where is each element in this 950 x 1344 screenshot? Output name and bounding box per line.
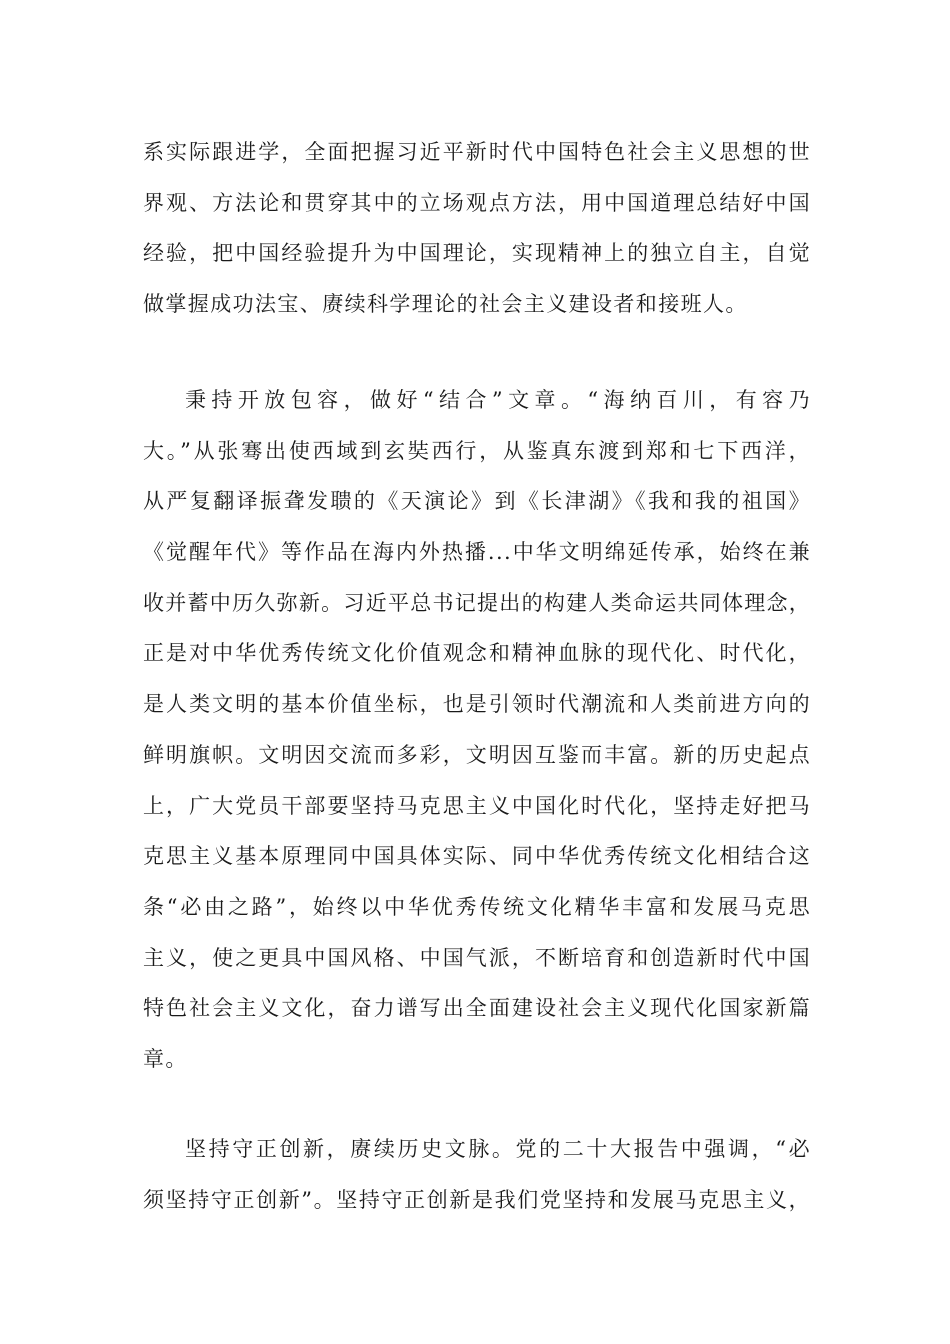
paragraph-2 — [143, 375, 811, 1085]
text-line: 界观、方法论和贯穿其中的立场观点方法，用中国道理总结好中国 — [143, 190, 811, 215]
text-line: 做掌握成功法宝、赓续科学理论的社会主义建设者和接班人。 — [143, 292, 748, 317]
text-line: 大。”从张骞出使西域到玄奘西行，从鉴真东渡到郑和七下西洋， — [143, 438, 811, 463]
text-line: 系实际跟进学，全面把握习近平新时代中国特色社会主义思想的世 — [143, 140, 811, 164]
paragraph-3 — [143, 1124, 811, 1225]
text-line: 鲜明旗帜。文明因交流而多彩，文明因互鉴而丰富。新的历史起点 — [143, 742, 811, 767]
text-line: 《觉醒年代》等作品在海内外热播...中华文明绵延传承，始终在兼 — [143, 540, 811, 565]
text-line: 须坚持守正创新”。坚持守正创新是我们党坚持和发展马克思主义， — [143, 1187, 811, 1212]
text-line: 章。 — [143, 1046, 188, 1071]
text-line: 正是对中华优秀传统文化价值观念和精神血脉的现代化、时代化， — [143, 641, 811, 666]
text-line: 是人类文明的基本价值坐标，也是引领时代潮流和人类前进方向的 — [143, 692, 811, 717]
text-line: 克思主义基本原理同中国具体实际、同中华优秀传统文化相结合这 — [143, 844, 811, 869]
text-line: 坚持守正创新，赓续历史文脉。党的二十大报告中强调，“必 — [185, 1137, 811, 1161]
paragraph-1 — [143, 127, 811, 330]
text-line: 主义，使之更具中国风格、中国气派，不断培育和创造新时代中国 — [143, 945, 811, 970]
text-line: 秉持开放包容，做好“结合”文章。“海纳百川，有容乃 — [185, 388, 811, 412]
text-line: 上，广大党员干部要坚持马克思主义中国化时代化，坚持走好把马 — [143, 793, 811, 818]
text-line: 特色社会主义文化，奋力谱写出全面建设社会主义现代化国家新篇 — [143, 996, 811, 1021]
text-line: 条“必由之路”，始终以中华优秀传统文化精华丰富和发展马克思 — [143, 894, 811, 919]
text-line: 经验，把中国经验提升为中国理论，实现精神上的独立自主，自觉 — [143, 241, 811, 266]
text-line: 收并蓄中历久弥新。习近平总书记提出的构建人类命运共同体理念， — [143, 590, 811, 615]
text-line: 从严复翻译振聋发聩的《天演论》到《长津湖》《我和我的祖国》 — [143, 489, 811, 514]
